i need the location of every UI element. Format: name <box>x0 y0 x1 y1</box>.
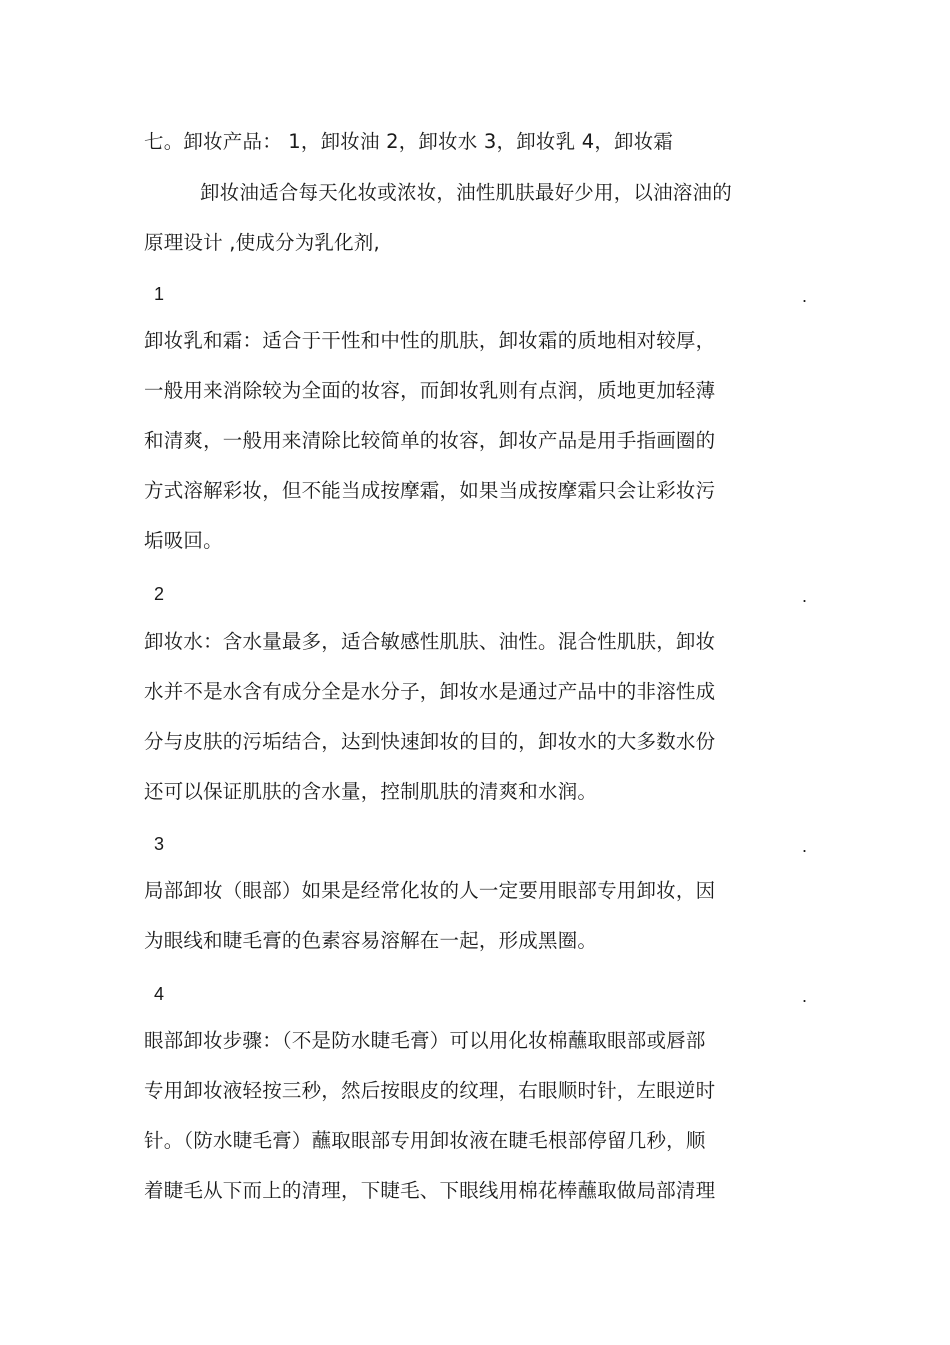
section-2-line-1: 卸妆水：含水量最多，适合敏感性肌肤、油性。混合性肌肤，卸妆 <box>144 630 716 653</box>
section-3-number: 3 <box>154 834 165 854</box>
section-1-line-2: 一般用来消除较为全面的妆容，而卸妆乳则有点润，质地更加轻薄 <box>144 379 716 402</box>
section-1-line-4: 方式溶解彩妆，但不能当成按摩霜，如果当成按摩霜只会让彩妆污 <box>144 479 716 502</box>
section-1-line-3: 和清爽，一般用来清除比较简单的妆容，卸妆产品是用手指画圈的 <box>144 429 716 452</box>
section-4-line-3: 针。（防水睫毛膏）蘸取眼部专用卸妆液在睫毛根部停留几秒，顺 <box>144 1129 706 1152</box>
section-4-line-4: 着睫毛从下而上的清理，下睫毛、下眼线用棉花棒蘸取做局部清理 <box>144 1179 716 1202</box>
section-4-line-1: 眼部卸妆步骤：（不是防水睫毛膏）可以用化妆棉蘸取眼部或唇部 <box>144 1029 706 1052</box>
section-3-dot: . <box>802 836 808 856</box>
section-2-line-4: 还可以保证肌肤的含水量，控制肌肤的清爽和水润。 <box>144 780 598 803</box>
section-2-line-2: 水并不是水含有成分全是水分子，卸妆水是通过产品中的非溶性成 <box>144 680 716 703</box>
section-1-line-1: 卸妆乳和霜：适合于干性和中性的肌肤，卸妆霜的质地相对较厚， <box>144 329 716 352</box>
section-4-dot: . <box>802 986 808 1006</box>
intro-line-2: 原理设计 ,使成分为乳化剂, <box>144 231 380 254</box>
section-2-line-3: 分与皮肤的污垢结合，达到快速卸妆的目的，卸妆水的大多数水份 <box>144 730 716 753</box>
section-1-number: 1 <box>154 284 165 304</box>
intro-line-1: 卸妆油适合每天化妆或浓妆，油性肌肤最好少用，以油溶油的 <box>200 181 732 204</box>
section-2-dot: . <box>802 586 808 606</box>
section-3-line-2: 为眼线和睫毛膏的色素容易溶解在一起，形成黑圈。 <box>144 929 598 952</box>
section-3-line-1: 局部卸妆（眼部）如果是经常化妆的人一定要用眼部专用卸妆，因 <box>144 879 716 902</box>
section-1-dot: . <box>802 286 808 306</box>
section-2-number: 2 <box>154 584 165 604</box>
heading-line: 七。卸妆产品： 1，卸妆油 2，卸妆水 3，卸妆乳 4，卸妆霜 <box>144 130 674 153</box>
section-4-number: 4 <box>154 984 165 1004</box>
section-4-line-2: 专用卸妆液轻按三秒，然后按眼皮的纹理，右眼顺时针，左眼逆时 <box>144 1079 716 1102</box>
section-1-line-5: 垢吸回。 <box>144 529 223 552</box>
